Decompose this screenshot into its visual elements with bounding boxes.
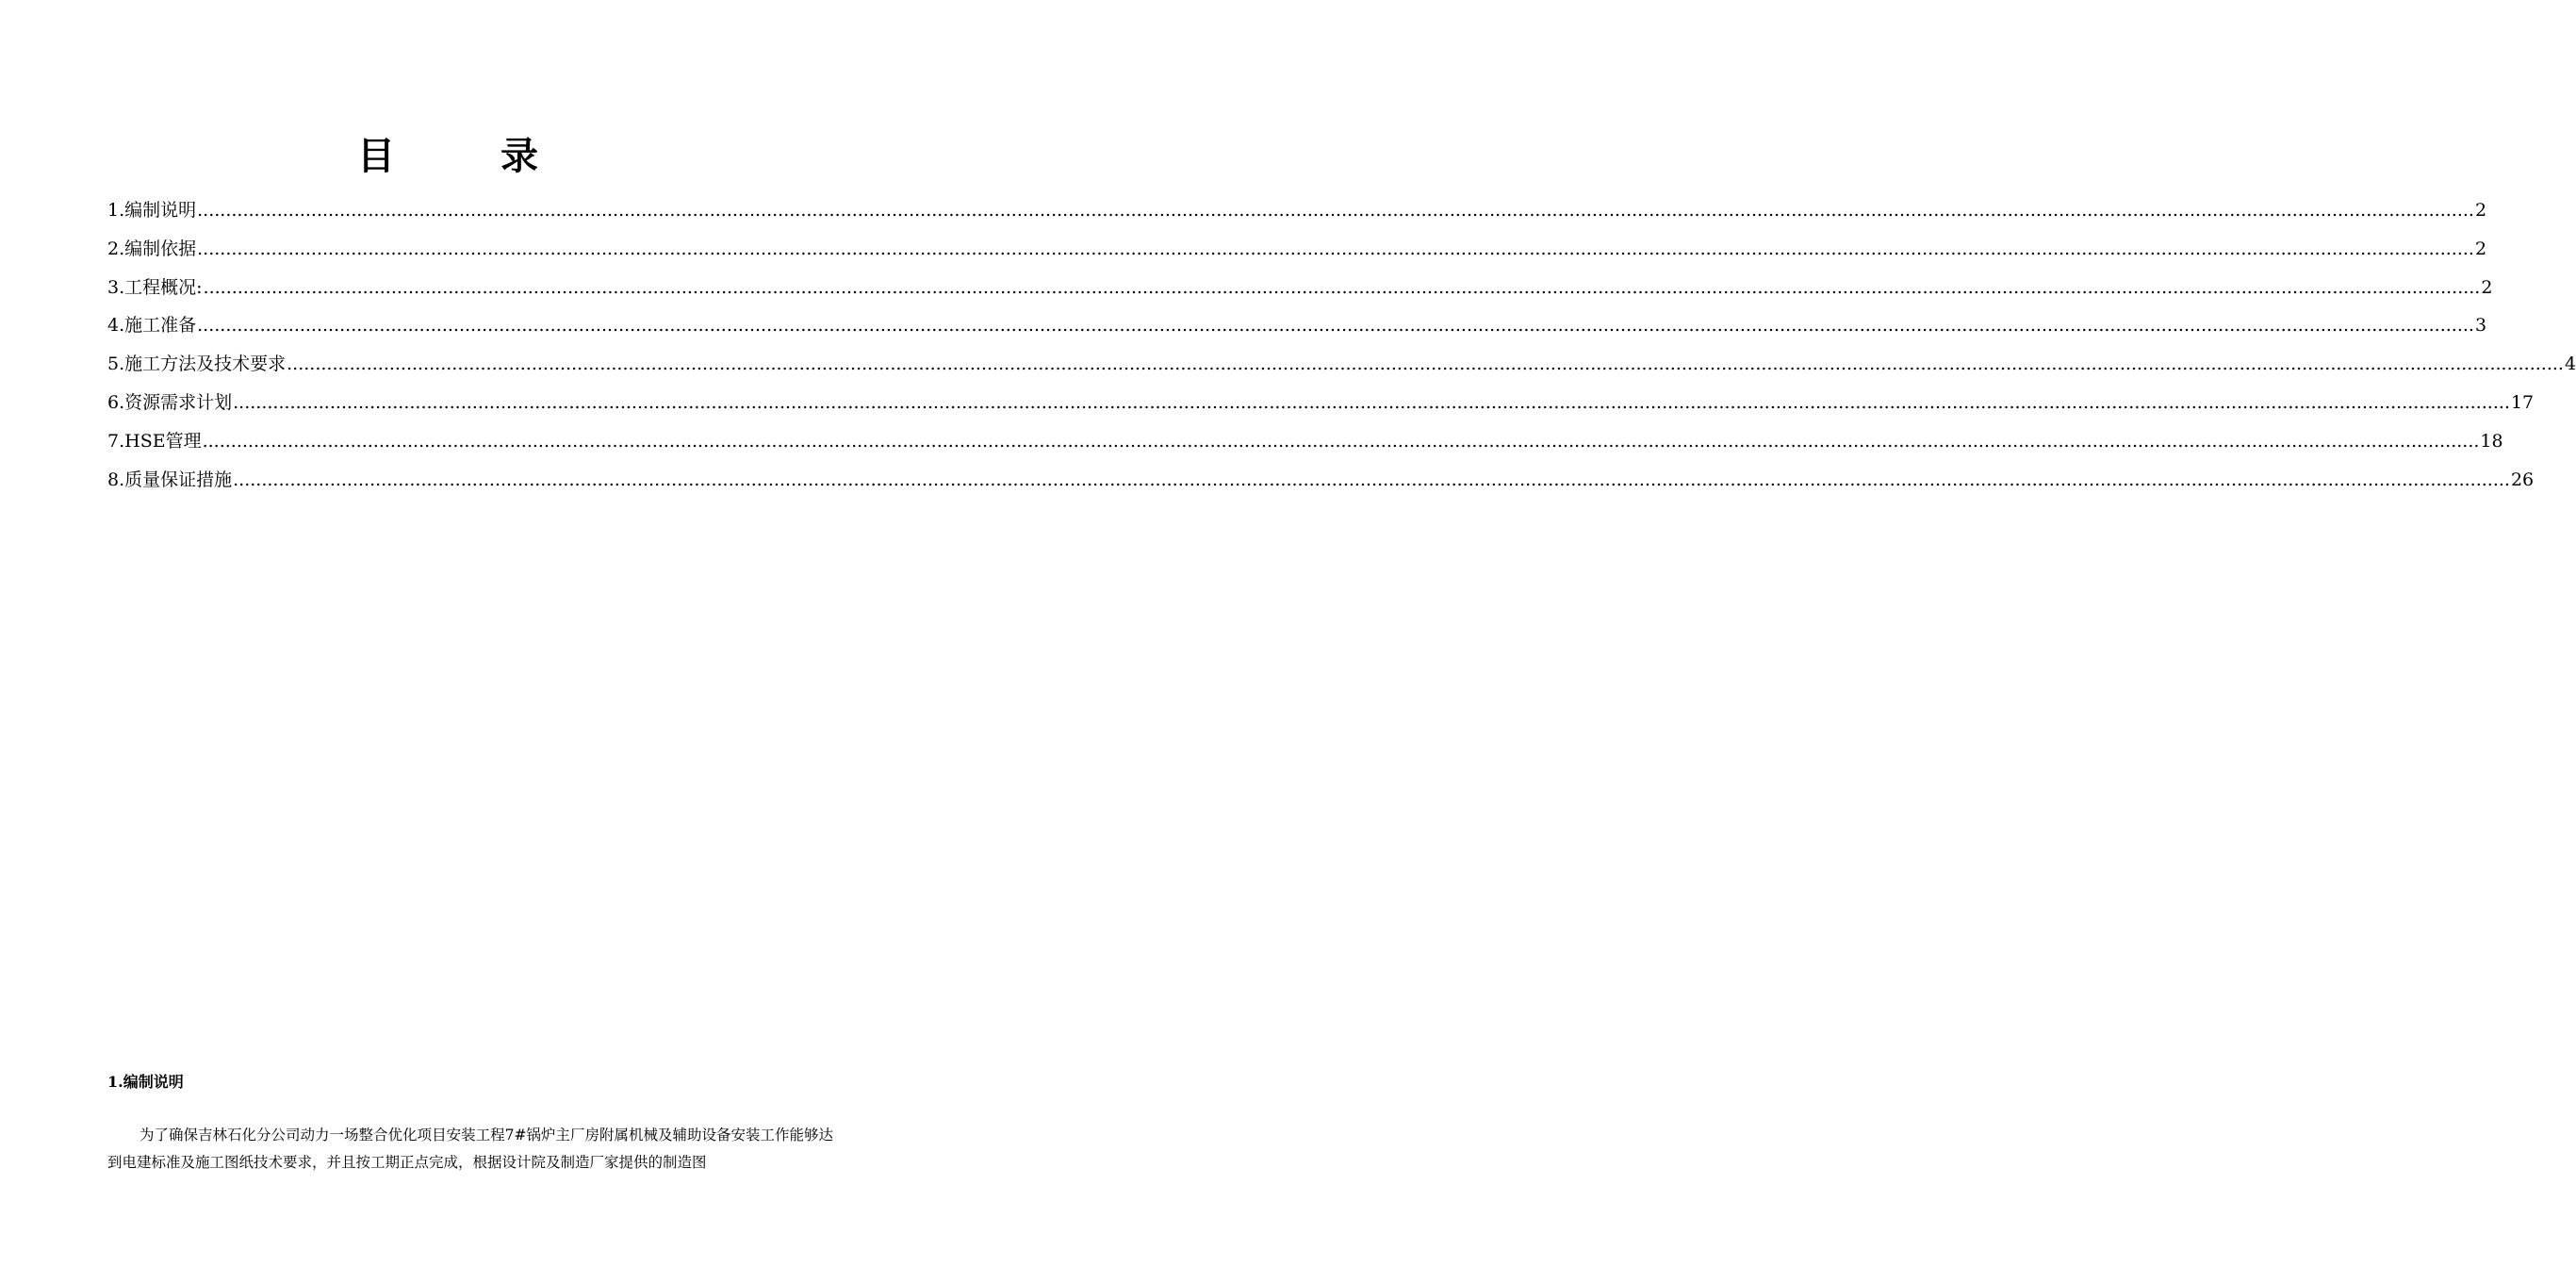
toc-title: 目 录: [357, 134, 572, 178]
table-of-contents: [107, 191, 2576, 499]
toc-dot-leader: ................................................................................................................................................................................................................................................................................................................................................................................................................: [197, 315, 2474, 337]
toc-entry-page: 2: [2481, 276, 2493, 298]
toc-entry-label: 6.资源需求计划: [107, 391, 233, 413]
toc-dot-leader: ................................................................................................................................................................................................................................................................................................................................................................................................................: [203, 276, 2481, 298]
toc-entry[interactable]: [107, 422, 2503, 461]
toc-entry[interactable]: [107, 191, 2487, 230]
toc-dot-leader: ................................................................................................................................................................................................................................................................................................................................................................................................................: [197, 238, 2474, 259]
toc-entry-label: 4.施工准备: [107, 315, 197, 337]
toc-dot-leader: ................................................................................................................................................................................................................................................................................................................................................................................................................: [233, 391, 2510, 413]
toc-entry-page: 2: [2474, 238, 2487, 259]
toc-entry-page: 26: [2510, 469, 2535, 490]
toc-entry-label: 8.质量保证措施: [107, 469, 233, 490]
toc-entry-label: 2.编制依据: [107, 238, 197, 259]
toc-entry[interactable]: [107, 230, 2487, 269]
toc-entry[interactable]: [107, 345, 2576, 384]
section-heading: 1.编制说明: [107, 1073, 184, 1091]
toc-entry-label: 1.编制说明: [107, 200, 197, 221]
toc-dot-leader: ................................................................................................................................................................................................................................................................................................................................................................................................................: [287, 354, 2564, 375]
toc-entry-label: 5.施工方法及技术要求: [107, 354, 287, 375]
toc-entry-label: 7.HSE管理: [107, 430, 202, 452]
toc-entry-page: 2: [2474, 200, 2487, 221]
toc-entry-page: 4: [2564, 354, 2576, 375]
toc-dot-leader: ................................................................................................................................................................................................................................................................................................................................................................................................................: [233, 469, 2510, 490]
toc-entry-label: 3.工程概况:: [107, 276, 203, 298]
toc-entry[interactable]: [107, 269, 2493, 307]
toc-entry-page: 18: [2480, 430, 2503, 452]
body-paragraph: 为了确保吉林石化分公司动力一场整合优化项目安装工程7#锅炉主厂房附属机械及辅助设备安装工作能够达到电建标准及施工图纸技术要求，并且按工期正点完成，根据设计院及制造厂家提供的制造图: [107, 1127, 833, 1171]
toc-dot-leader: ................................................................................................................................................................................................................................................................................................................................................................................................................: [202, 430, 2480, 452]
toc-entry-page: 3: [2474, 315, 2487, 337]
toc-entry[interactable]: [107, 306, 2487, 345]
toc-dot-leader: ................................................................................................................................................................................................................................................................................................................................................................................................................: [197, 200, 2474, 221]
toc-entry[interactable]: [107, 384, 2535, 422]
toc-entry[interactable]: [107, 461, 2535, 500]
toc-entry-page: 17: [2510, 391, 2535, 413]
